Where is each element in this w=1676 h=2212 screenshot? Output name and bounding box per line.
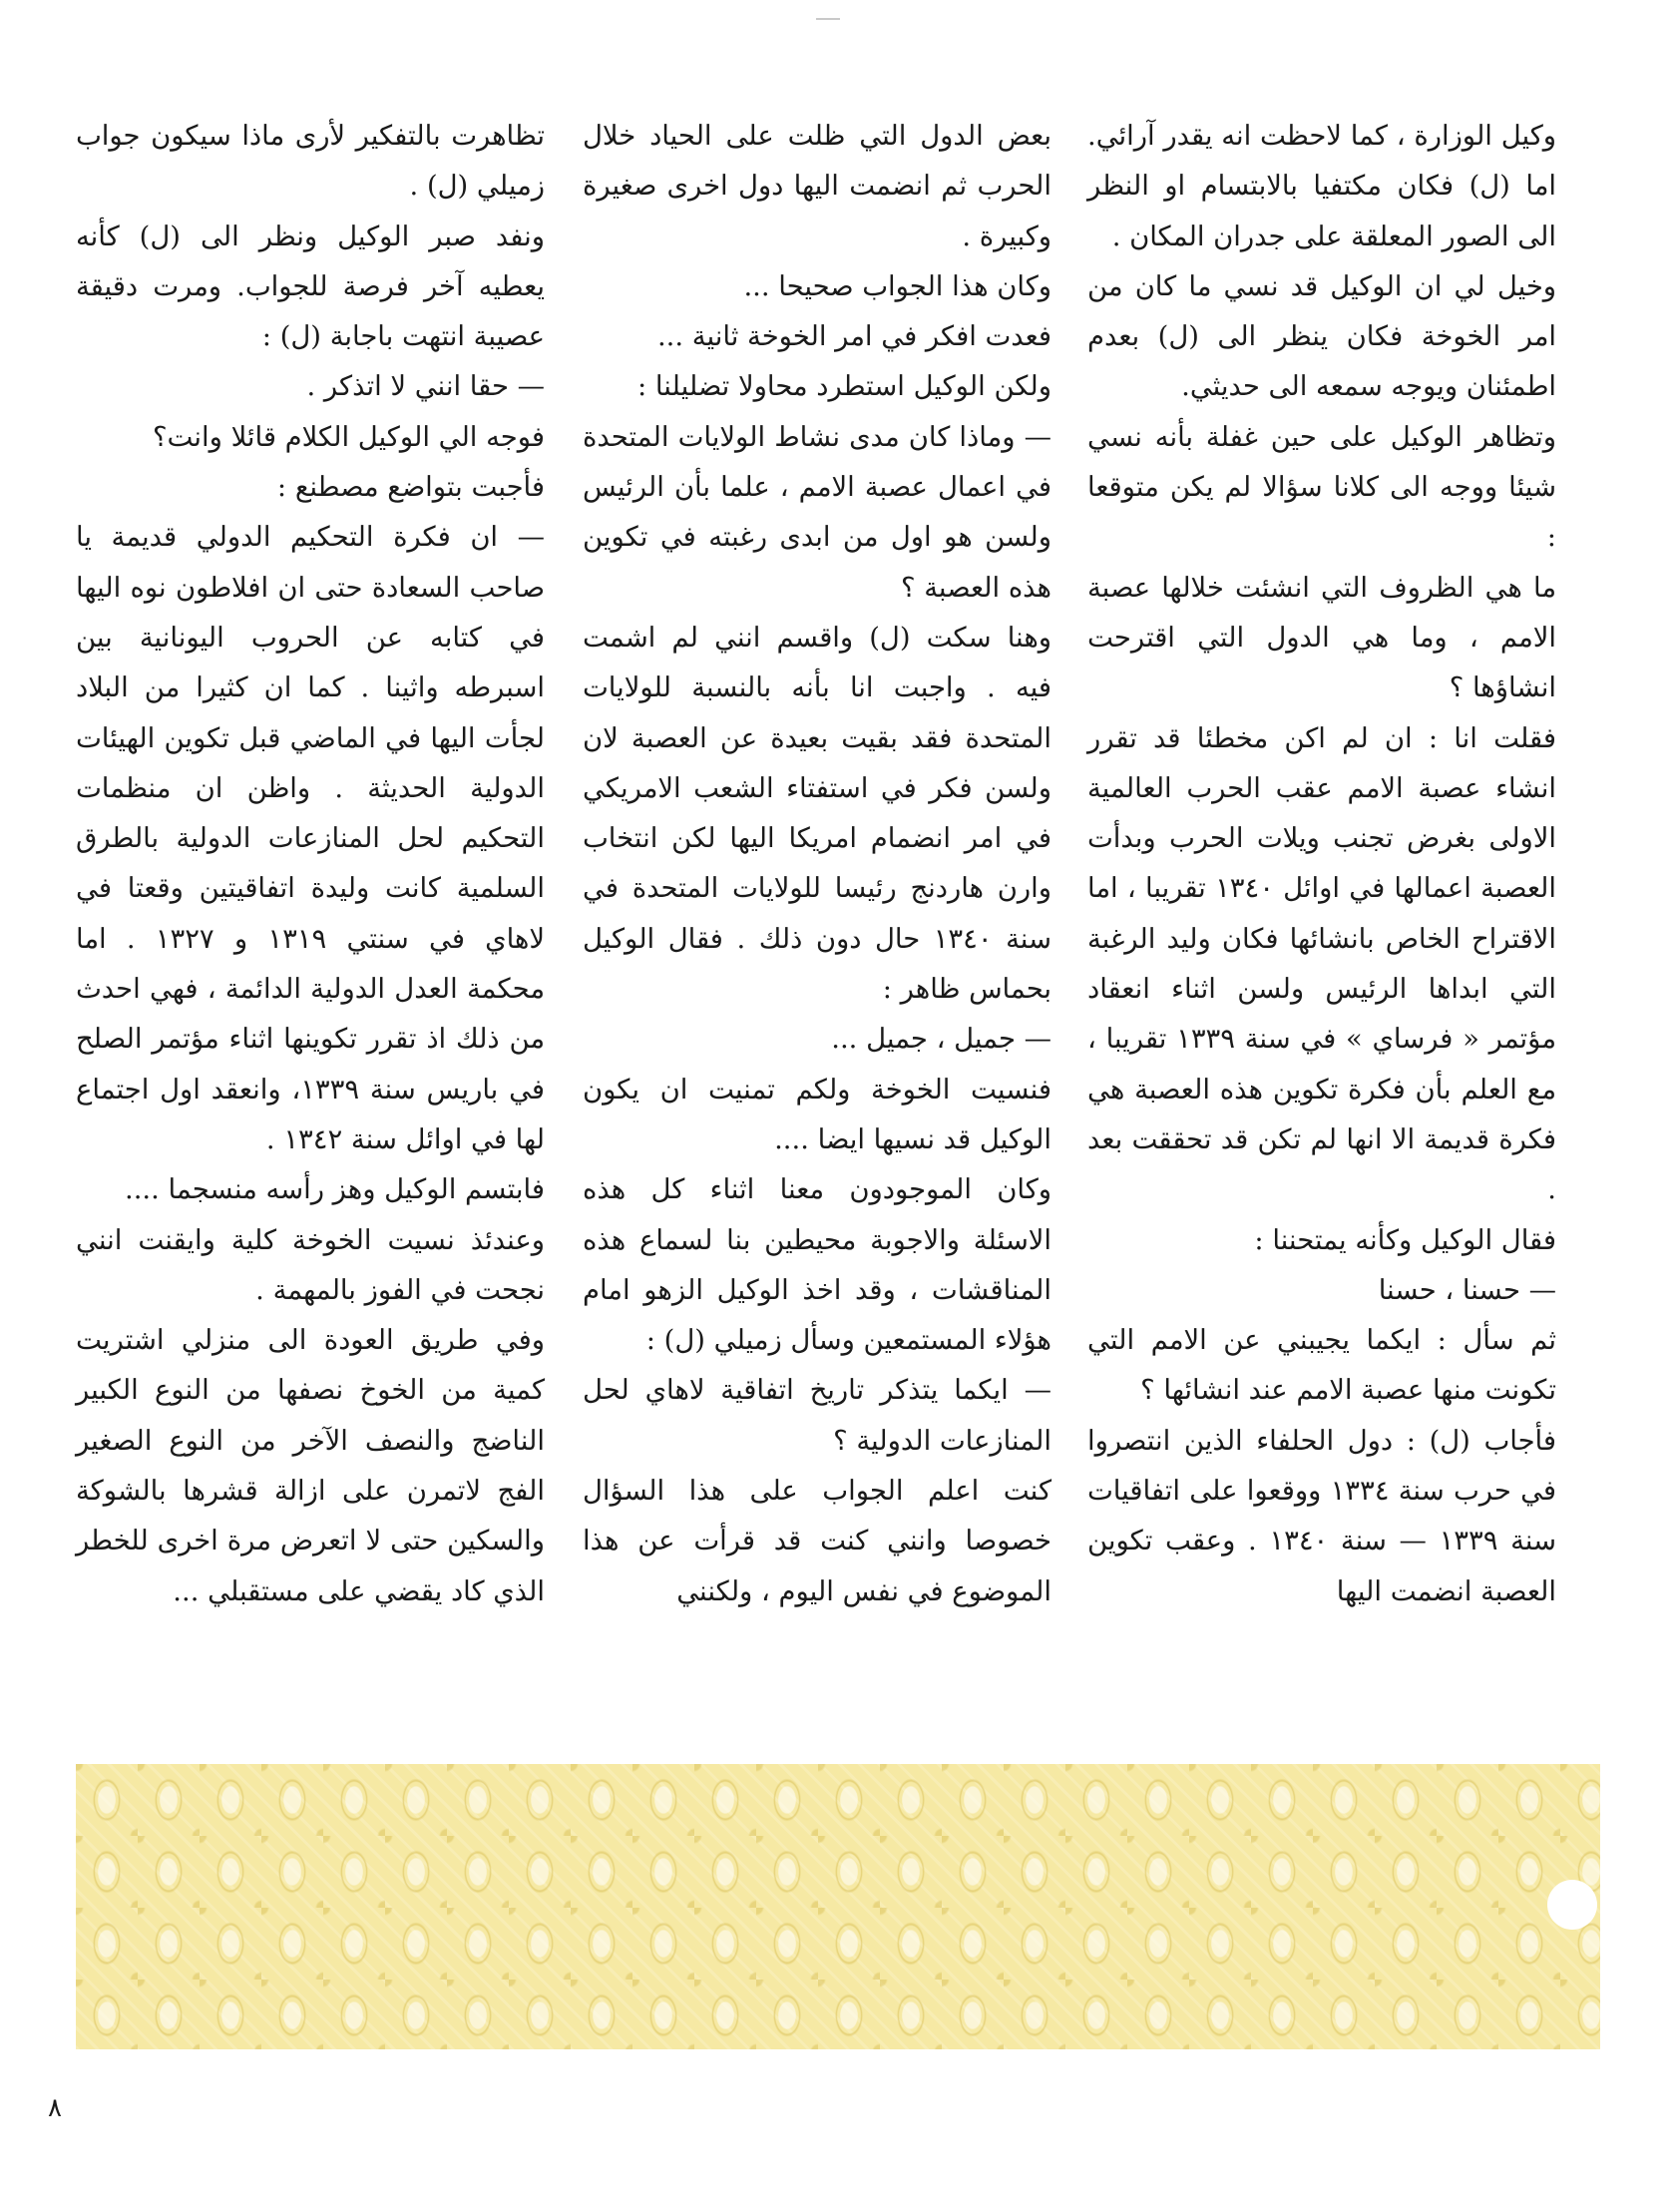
paragraph: فنسيت الخوخة ولكم تمنيت ان يكون الوكيل قد نسيها ايضا .... <box>583 1074 1051 1155</box>
paragraph: ونفد صبر الوكيل ونظر الى (ل) كأنه يعطيه آخر فرصة للجواب. ومرت دقيقة عصيبة انتهت باجابة (ل) : <box>76 221 545 353</box>
paragraph: — ان فكرة التحكيم الدولي قديمة يا صاحب السعادة حتى ان افلاطون نوه اليها في كتابه عن الحروب اليونانية بين اسبرطه واثينا . كما ان كثيرا من البلاد لجأت اليها في الماضي قبل تكوين الهيئات الدولية الحديثة . واظن ان منظمات التحكيم لحل المنازعات الدولية بالطرق السلمية كانت وليدة اتفاقيتين وقعتا في لاهاي في سنتي ١٣١٩ و ١٣٢٧ . اما محكمة العدل الدولية الدائمة ، فهي احدث من ذلك اذ تقرر تكوينها اثناء مؤتمر الصلح في باريس سنة ١٣٣٩، وانعقد اول اجتماع لها في اوائل سنة ١٣٤٢ . <box>76 522 545 1155</box>
paragraph: — وماذا كان مدى نشاط الولايات المتحدة في اعمال عصبة الامم ، علما بأن الرئيس ولسن هو اول من ابدى رغبته في تكوين هذه العصبة ؟ <box>583 421 1051 604</box>
paragraph: فأجبت بتواضع مصطنع : <box>276 472 545 504</box>
paragraph: — جميل ، جميل ... <box>831 1024 1051 1056</box>
text-column-middle <box>583 112 1051 1617</box>
paragraph: وعندئذ نسيت الخوخة كلية وايقنت انني نجحت في الفوز بالمهمة . <box>76 1224 545 1306</box>
paragraph: — حسنا ، حسنا <box>1378 1274 1556 1306</box>
paragraph: فأجاب (ل) : دول الحلفاء الذين انتصروا في حرب سنة ١٣٣٤ ووقعوا على اتفاقيات سنة ١٣٣٩ — سنة ١٣٤٠ . وعقب تكوين العصبة انضمت اليها <box>1087 1425 1557 1607</box>
paragraph: — حقا انني لا اتذكر . <box>306 371 545 403</box>
paragraph: فقال الوكيل وكأنه يمتحننا : <box>1254 1224 1556 1256</box>
paragraph: فابتسم الوكيل وهز رأسه منسجما .... <box>125 1174 545 1206</box>
paragraph: وكان هذا الجواب صحيحا ... <box>743 270 1051 302</box>
paragraph: فقلت انا : ان لم اكن مخطئا قد تقرر انشاء عصبة الامم عقب الحرب العالمية الاولى بغرض تجنب ويلات الحرب وبدأت العصبة اعمالها في اوائل ١٣٤٠ تقريبا ، اما الاقتراح الخاص بانشائها فكان وليد الرغبة التي ابداها الرئيس ولسن اثناء انعقاد مؤتمر « فرساي » في سنة ١٣٣٩ تقريبا ، مع العلم بأن فكرة تكوين هذه العصبة هي فكرة قديمة الا انها لم تكن قد تحققت بعد . <box>1087 722 1556 1206</box>
paragraph: وكيل الوزارة ، كما لاحظت انه يقدر آرائي. اما (ل) فكان مكتفيا بالابتسام او النظر الى الصور المعلقة على جدران المكان . <box>1087 121 1556 252</box>
paragraph: ما هي الظروف التي انشئت خلالها عصبة الامم ، وما هي الدول التي اقترحت انشاؤها ؟ <box>1087 572 1556 704</box>
paragraph: وتظاهر الوكيل على حين غفلة بأنه نسي شيئا ووجه الى كلانا سؤالا لم يكن متوقعا : <box>1087 421 1556 554</box>
paragraph: بعض الدول التي ظلت على الحياد خلال الحرب ثم انضمت اليها دول اخرى صغيرة وكبيرة . <box>583 121 1051 252</box>
page-number: ٨ <box>48 2093 62 2123</box>
paragraph: وفي طريق العودة الى منزلي اشتريت كمية من الخوخ نصفها من النوع الكبير الناضج والنصف الآخر من النوع الصغير الفج لاتمرن على ازالة قشرها بالشوكة والسكين حتى لا اتعرض مرة اخرى للخطر الذي كاد يقضي على مستقبلي ... <box>76 1325 545 1607</box>
punch-hole <box>1547 1880 1597 1930</box>
paragraph: كنت اعلم الجواب على هذا السؤال خصوصا وانني كنت قد قرأت عن هذا الموضوع في نفس اليوم ، ولكنني <box>583 1476 1051 1607</box>
paragraph: وخيل لي ان الوكيل قد نسي ما كان من امر الخوخة فكان ينظر الى (ل) بعدم اطمئنان ويوجه سمعه الى حديثي. <box>1087 270 1556 403</box>
paragraph: وكان الموجودون معنا اثناء كل هذه الاسئلة والاجوبة محيطين بنا لسماع هذه المناقشات ، وقد اخذ الوكيل الزهو امام هؤلاء المستمعين وسأل زميلي (ل) : <box>583 1174 1051 1357</box>
paragraph: — ايكما يتذكر تاريخ اتفاقية لاهاي لحل المنازعات الدولية ؟ <box>583 1375 1051 1457</box>
decorative-pattern-band <box>76 1764 1600 2049</box>
paragraph: ولكن الوكيل استطرد محاولا تضليلنا : <box>636 371 1051 403</box>
text-column-right <box>1087 112 1556 1617</box>
text-column-left <box>76 112 545 1617</box>
paragraph: وهنا سكت (ل) واقسم انني لم اشمت فيه . واجبت انا بأنه بالنسبة للولايات المتحدة فقد بقيت بعيدة عن العصبة لان ولسن فكر في استفتاء الشعب الامريكي في امر انضمام امريكا اليها لكن انتخاب وارن هاردنج رئيسا للولايات المتحدة في سنة ١٣٤٠ حال دون ذلك . فقال الوكيل بحماس ظاهر : <box>583 622 1051 1006</box>
paragraph: ثم سأل : ايكما يجيبني عن الامم التي تكونت منها عصبة الامم عند انشائها ؟ <box>1087 1325 1556 1407</box>
top-margin-mark <box>816 18 840 20</box>
paragraph: فعدت افكر في امر الخوخة ثانية ... <box>656 321 1051 353</box>
paragraph: فوجه الي الوكيل الكلام قائلا وانت؟ <box>152 421 545 453</box>
paragraph: تظاهرت بالتفكير لأرى ماذا سيكون جواب زميلي (ل) . <box>76 121 545 203</box>
